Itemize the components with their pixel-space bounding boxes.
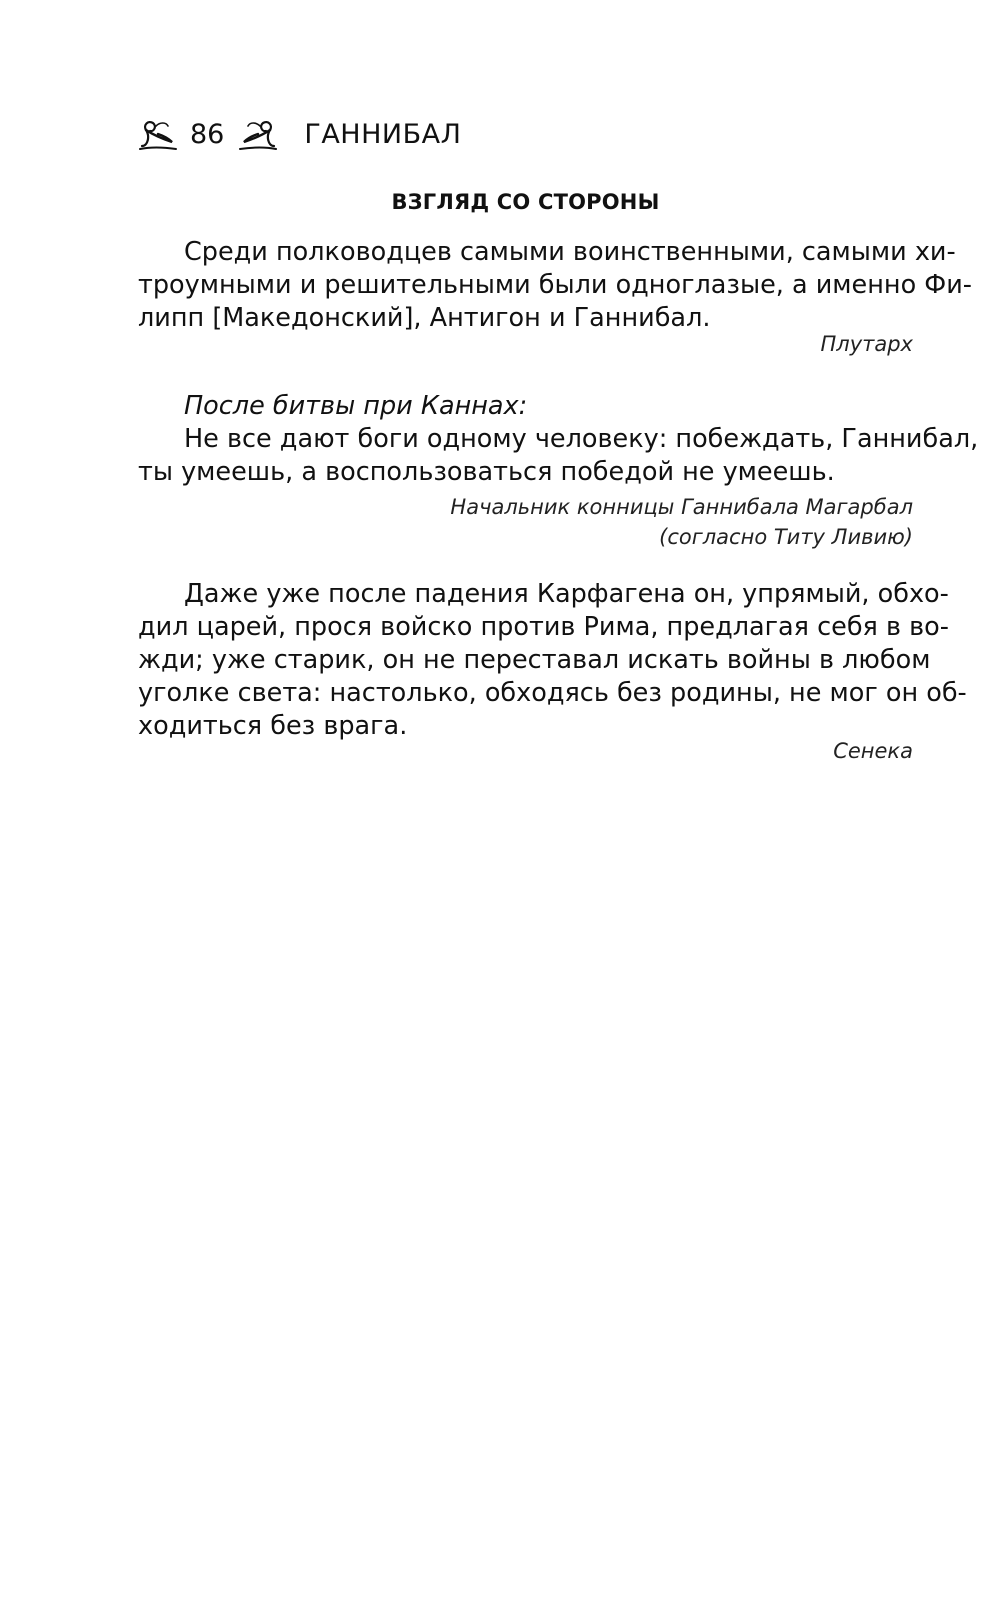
running-title: ГАННИБАЛ [304,118,462,150]
quote-line: Не все дают боги одному человеку: побеждать, Ганнибал, [184,424,979,454]
attribution-line: Плутарх [820,332,913,356]
quote-line: липп [Македонский], Антигон и Ганнибал. [138,303,711,333]
quote-line: ты умеешь, а воспользоваться победой не умеешь. [138,457,835,487]
attribution-maharbal [138,492,913,552]
running-header [138,112,461,156]
quote-line: дил царей, прося войско против Рима, предлагая себя в во- [138,612,949,642]
quote-line: Среди полководцев самыми воинственными, самыми хи- [184,237,956,267]
attribution-line: (согласно Титу Ливию) [659,525,913,549]
quote-maharbal [138,390,979,489]
section-heading: ВЗГЛЯД СО СТОРОНЫ [391,190,660,214]
quote-plutarch [138,236,973,335]
quote-line: уголке света: настолько, обходясь без родины, не мог он об- [138,678,967,708]
attribution-seneca [138,736,913,766]
attribution-line: Сенека [833,739,913,763]
quote-line: Даже уже после падения Карфагена он, упрямый, обхо- [184,579,949,609]
page-number: 86 [190,118,225,150]
quote-line: троумными и решительными были одноглазые, а именно Фи- [138,270,973,300]
quote-intro: После битвы при Каннах: [184,391,528,421]
right-scroll-ornament-icon [238,116,278,152]
attribution-plutarch [138,329,913,359]
quote-line: ходиться без врага. [138,711,408,741]
quote-seneca [138,578,967,743]
left-scroll-ornament-icon [138,116,178,152]
quote-line: жди; уже старик, он не переставал искать войны в любом [138,645,931,675]
attribution-line: Начальник конницы Ганнибала Магарбал [450,495,913,519]
